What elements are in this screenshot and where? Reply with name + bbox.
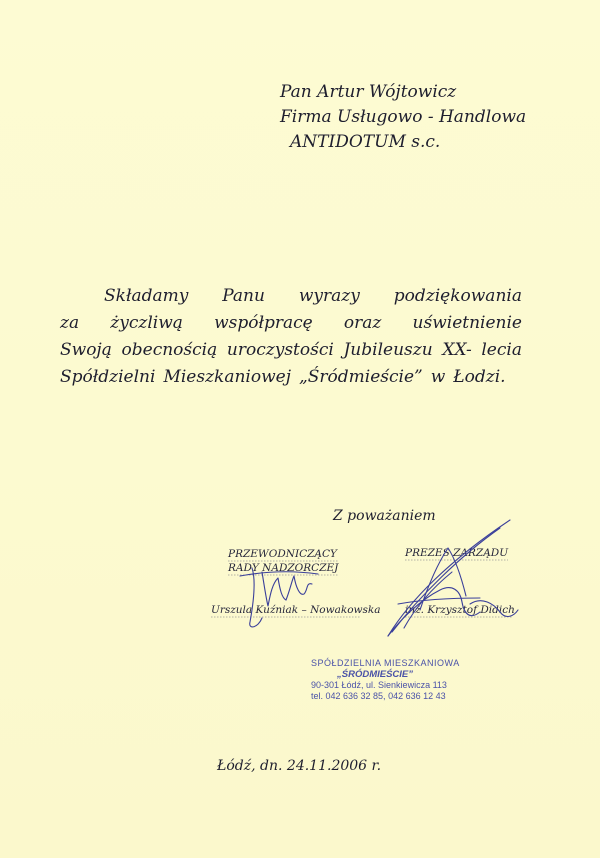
body-line-3: Swoją obecnością uroczystości Jubileuszu XX- lecia xyxy=(60,340,522,360)
left-signatory-title-2: RADY NADZORCZEJ xyxy=(228,562,339,574)
letter-date: Łódź, dn. 24.11.2006 r. xyxy=(217,758,382,774)
left-signatory-title-1: PRZEWODNICZĄCY xyxy=(228,548,337,560)
right-signature-graphic xyxy=(388,520,518,636)
closing-regards: Z poważaniem xyxy=(333,508,436,524)
stamp-line-1: SPÓŁDZIELNIA MIESZKANIOWA xyxy=(311,658,460,668)
right-signatory-title: PREZES ZARZĄDU xyxy=(405,547,509,559)
recipient-name: Pan Artur Wójtowicz xyxy=(280,82,457,102)
body-line-1: Składamy Panu wyrazy podziękowania xyxy=(104,286,522,306)
stamp-line-4: tel. 042 636 32 85, 042 636 12 43 xyxy=(311,691,446,701)
left-signatory-name: Urszula Kuźniak – Nowakowska xyxy=(211,604,381,616)
letter-body xyxy=(60,283,522,391)
recipient-company: Firma Usługowo - Handlowa xyxy=(280,107,527,127)
recipient-address xyxy=(280,80,526,155)
left-signature-graphic xyxy=(240,568,318,627)
cooperative-stamp xyxy=(311,658,460,702)
recipient-firm-name: ANTIDOTUM s.c. xyxy=(290,132,441,152)
stamp-line-3: 90-301 Łódź, ul. Sienkiewicza 113 xyxy=(311,680,447,690)
right-signatory-name: inż. Krzysztof Didich xyxy=(405,604,515,616)
stamp-line-2: „ŚRÓDMIEŚCIE” xyxy=(337,669,414,680)
body-line-4: Spółdzielni Mieszkaniowej „Śródmieście” w Łodzi. xyxy=(60,367,506,387)
body-line-2: za życzliwą współpracę oraz uświetnienie xyxy=(60,313,522,333)
